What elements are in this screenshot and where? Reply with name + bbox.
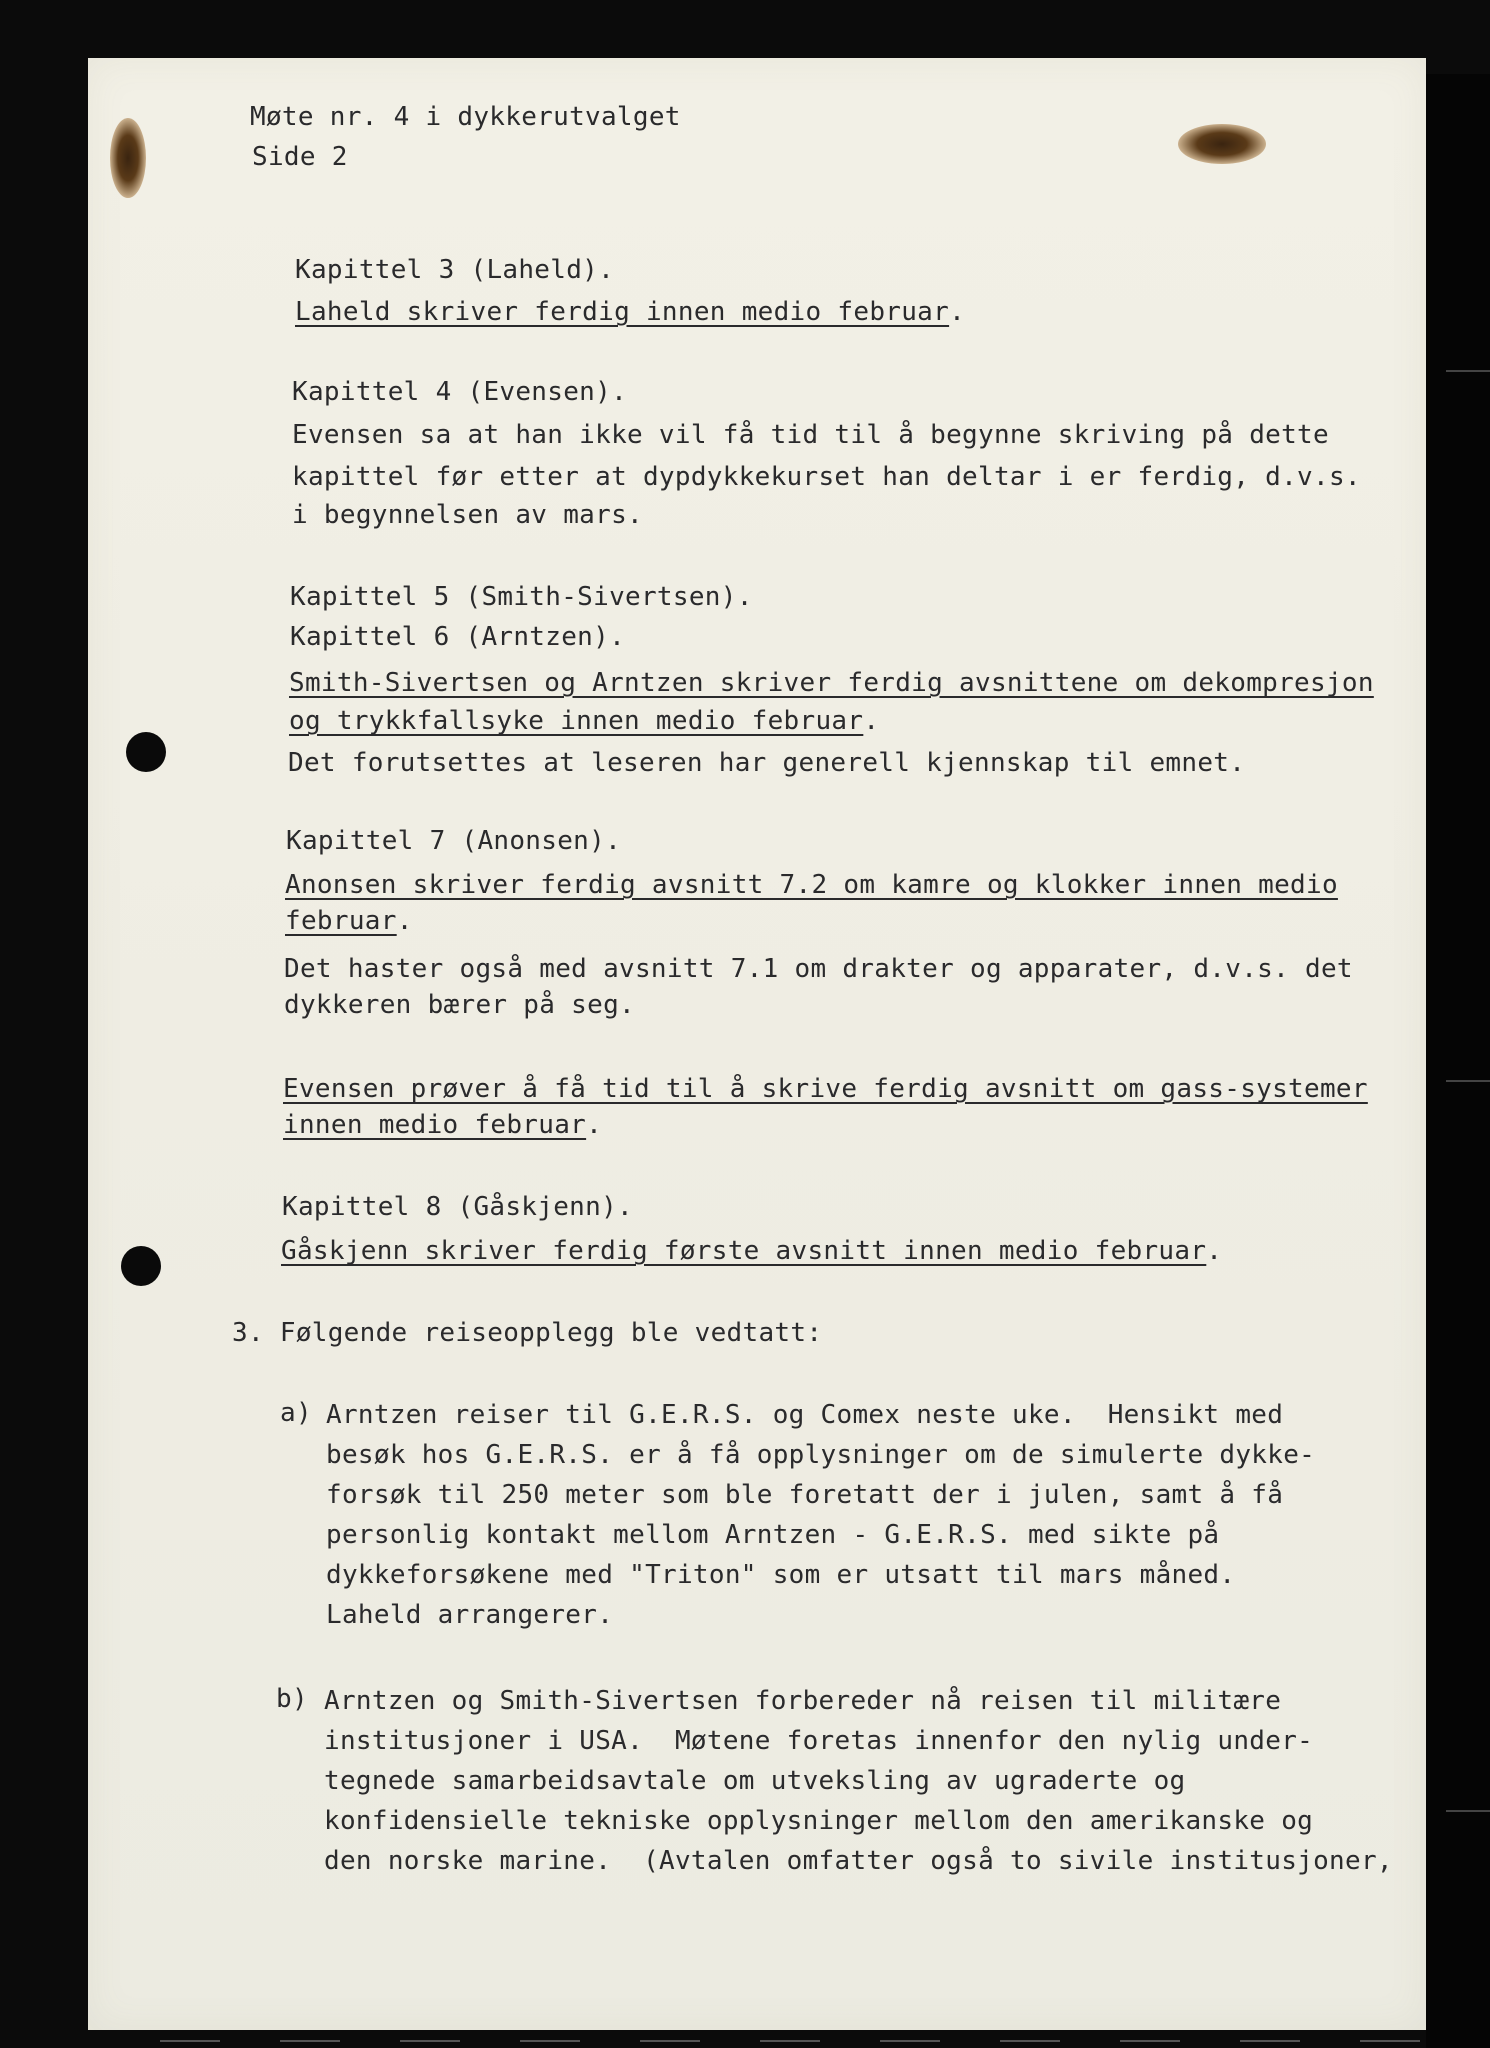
kap5-note: Det forutsettes at leseren har generell kjennskap til emnet. (288, 748, 1246, 778)
kap8-heading: Kapittel 8 (Gåskjenn). (282, 1192, 633, 1222)
item-a-line-3: forsøk til 250 meter som ble foretatt der i julen, samt å få (326, 1480, 1284, 1510)
kap4-heading: Kapittel 4 (Evensen). (292, 377, 628, 407)
header-page-number: Side 2 (252, 142, 348, 172)
kap8-action (281, 1236, 1222, 1266)
item-a-line-2: besøk hos G.E.R.S. er å få opplysninger om de simulerte dykke- (326, 1440, 1316, 1470)
header-title: Møte nr. 4 i dykkerutvalget (250, 102, 681, 132)
punch-hole-top (126, 732, 166, 772)
kap7-note-1: Det haster også med avsnitt 7.1 om drakter og apparater, d.v.s. det (284, 954, 1353, 984)
item-b-line-1: Arntzen og Smith-Sivertsen forbereder nå reisen til militære (324, 1686, 1282, 1716)
item-a-marker: a) (280, 1398, 312, 1428)
item-a-line-5: dykkeforsøkene med "Triton" som er utsatt til mars måned. (326, 1560, 1236, 1590)
item-a-line-6: Laheld arrangerer. (326, 1600, 614, 1630)
kap5-action-1 (289, 668, 1374, 698)
item-a-line-1: Arntzen reiser til G.E.R.S. og Comex neste uke. Hensikt med (326, 1400, 1284, 1430)
kap3-action (295, 297, 965, 327)
item-b-line-4: konfidensielle tekniske opplysninger mellom den amerikanske og (324, 1806, 1314, 1836)
item-b-line-3: tegnede samarbeidsavtale om utveksling av ugraderte og (324, 1766, 1186, 1796)
kap5-action-1-text: Smith-Sivertsen og Arntzen skriver ferdig avsnittene om dekompresjon (289, 668, 1374, 698)
item-b-marker: b) (276, 1684, 308, 1714)
kap4-line-3: i begynnelsen av mars. (292, 500, 643, 530)
scan-border (1426, 74, 1490, 2048)
kap5-heading: Kapittel 5 (Smith-Sivertsen). (290, 582, 753, 612)
kap5-action-2-text: og trykkfallsyke innen medio februar (289, 706, 864, 736)
gass-action-2 (283, 1110, 602, 1140)
kap7-note-2: dykkeren bærer på seg. (284, 990, 635, 1020)
kap5-action-2-end: . (863, 706, 880, 736)
section3-heading: 3. Følgende reiseopplegg ble vedtatt: (232, 1318, 823, 1348)
scan-border-bottom (160, 2040, 1420, 2042)
kap7-action-2 (285, 906, 413, 936)
item-b-line-5: den norske marine. (Avtalen omfatter også to sivile institusjoner, (324, 1846, 1393, 1876)
kap8-action-text: Gåskjenn skriver ferdig første avsnitt innen medio februar (281, 1236, 1207, 1266)
punch-hole-bottom (121, 1246, 161, 1286)
kap4-line-2: kapittel før etter at dypdykkekurset han deltar i er ferdig, d.v.s. (292, 462, 1361, 492)
kap6-heading: Kapittel 6 (Arntzen). (290, 622, 626, 652)
kap8-action-end: . (1206, 1236, 1223, 1266)
kap3-action-end: . (949, 297, 966, 327)
gass-action-1 (283, 1074, 1368, 1104)
kap7-heading: Kapittel 7 (Anonsen). (286, 826, 622, 856)
item-b-line-2: institusjoner i USA. Møtene foretas innenfor den nylig under- (324, 1726, 1314, 1756)
gass-action-2-end: . (586, 1110, 603, 1140)
burn-stain-right (1178, 124, 1266, 164)
kap3-action-text: Laheld skriver ferdig innen medio februar (295, 297, 950, 327)
gass-action-1-text: Evensen prøver å få tid til å skrive ferdig avsnitt om gass-systemer (283, 1074, 1368, 1104)
burn-stain-left (110, 118, 146, 198)
kap5-action-2 (289, 706, 879, 736)
kap7-action-2-text: februar (285, 906, 397, 936)
gass-action-2-text: innen medio februar (283, 1110, 587, 1140)
kap4-line-1: Evensen sa at han ikke vil få tid til å begynne skriving på dette (292, 420, 1329, 450)
kap7-action-2-end: . (396, 906, 413, 936)
kap7-action-1-text: Anonsen skriver ferdig avsnitt 7.2 om kamre og klokker innen medio (285, 870, 1338, 900)
kap7-action-1 (285, 870, 1338, 900)
kap3-heading: Kapittel 3 (Laheld). (295, 255, 615, 285)
item-a-line-4: personlig kontakt mellom Arntzen - G.E.R.S. med sikte på (326, 1520, 1220, 1550)
